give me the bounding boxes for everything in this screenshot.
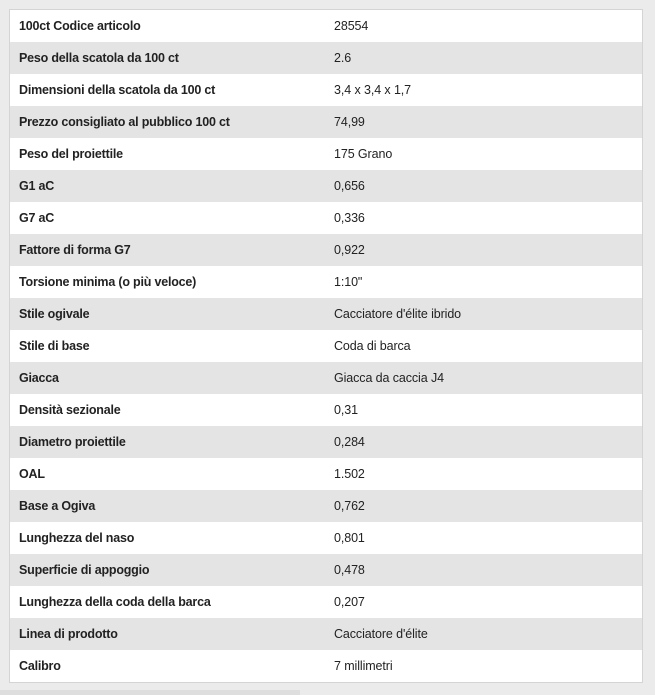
spec-value: Cacciatore d'élite ibrido [325,298,642,330]
spec-value: 7 millimetri [334,659,393,673]
spec-value: 2.6 [325,42,642,74]
spec-label: G7 aC [19,211,55,225]
spec-label: Base a Ogiva [10,490,325,522]
spec-row [10,330,642,362]
spec-value: 0,31 [334,403,358,417]
spec-row [10,170,642,202]
spec-row [10,42,642,74]
spec-label: Linea di prodotto [10,618,325,650]
spec-row [10,394,642,426]
spec-table-body [10,10,642,682]
spec-label: Peso della scatola da 100 ct [10,42,325,74]
spec-label: 100ct Codice articolo [19,19,141,33]
spec-label: Lunghezza del naso [19,531,135,545]
spec-value: 0,656 [325,170,642,202]
spec-label: Prezzo consigliato al pubblico 100 ct [10,106,325,138]
spec-row [10,266,642,298]
spec-row [10,74,642,106]
spec-label: Dimensioni della scatola da 100 ct [19,83,216,97]
spec-value: 0,801 [334,531,365,545]
spec-label: Peso del proiettile [19,147,123,161]
spec-label: Lunghezza della coda della barca [19,595,211,609]
spec-value: 0,922 [325,234,642,266]
spec-row [10,586,642,618]
spec-row [10,202,642,234]
spec-value: 0,336 [334,211,365,225]
spec-row [10,138,642,170]
spec-value: Cacciatore d'élite [325,618,642,650]
spec-value: 0,762 [325,490,642,522]
spec-row [10,490,642,522]
spec-label: Fattore di forma G7 [10,234,325,266]
spec-label: G1 aC [10,170,325,202]
spec-label: Calibro [19,659,61,673]
spec-row [10,106,642,138]
spec-label: Diametro proiettile [10,426,325,458]
spec-label: Stile di base [19,339,90,353]
spec-value: 3,4 x 3,4 x 1,7 [334,83,412,97]
spec-table [10,10,642,682]
spec-row [10,522,642,554]
spec-row [10,618,642,650]
spec-value: 1.502 [334,467,365,481]
spec-label: Torsione minima (o più veloce) [19,275,197,289]
spec-label: Giacca [10,362,325,394]
spec-row [10,362,642,394]
spec-table-container [9,9,643,683]
spec-value: 0,207 [334,595,365,609]
spec-row [10,554,642,586]
spec-row [10,234,642,266]
spec-value: 1:10" [334,275,363,289]
spec-row [10,458,642,490]
spec-value: 0,478 [325,554,642,586]
spec-value: 175 Grano [334,147,393,161]
spec-value: 0,284 [325,426,642,458]
spec-label: OAL [19,467,45,481]
spec-value: Giacca da caccia J4 [325,362,642,394]
spec-row [10,650,642,682]
spec-value: 28554 [334,19,369,33]
spec-label: Superficie di appoggio [10,554,325,586]
spec-row [10,10,642,42]
spec-value: Coda di barca [334,339,411,353]
spec-row [10,298,642,330]
spec-label: Densità sezionale [19,403,121,417]
spec-row [10,426,642,458]
footer-strip [0,690,300,695]
spec-label: Stile ogivale [10,298,325,330]
spec-value: 74,99 [325,106,642,138]
